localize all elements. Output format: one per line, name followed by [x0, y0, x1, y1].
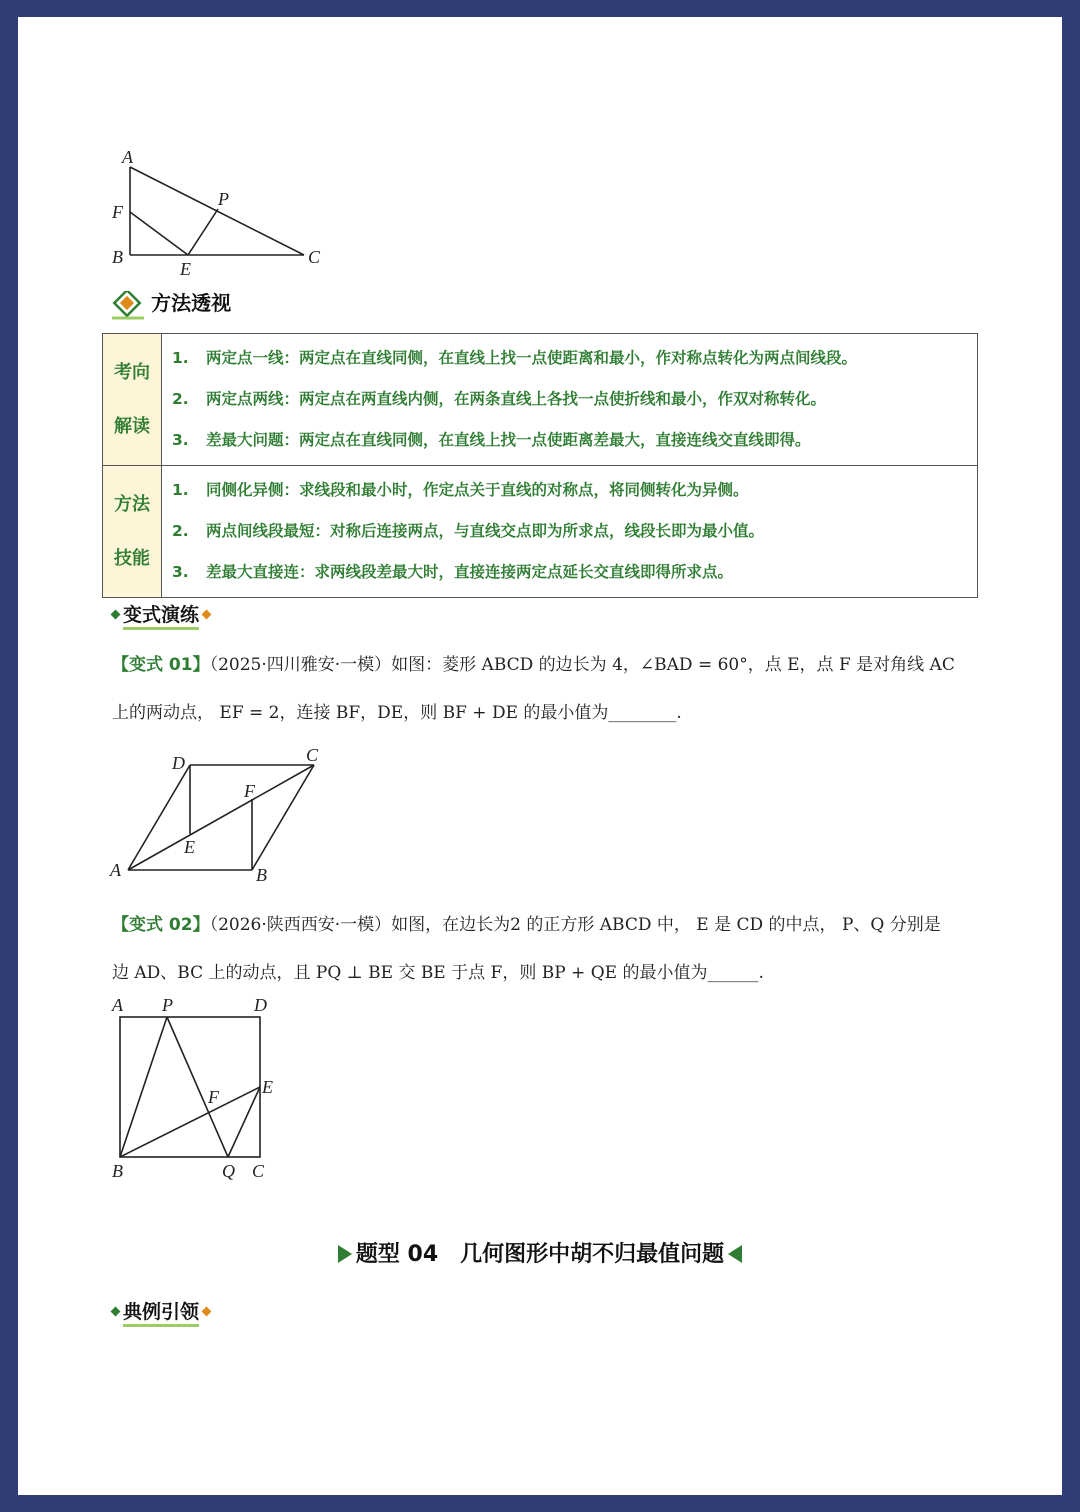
label-C: C [306, 745, 319, 765]
label-B: B [256, 865, 267, 885]
label-P: P [162, 995, 173, 1015]
method-heading [110, 287, 231, 321]
list-item: 2. 两点间线段最短：对称后连接两点，与直线交点即为所求点，线段长即为最小值。 [172, 522, 765, 540]
method-title: 方法透视 [151, 291, 232, 315]
row-label: 考向 解读 [103, 334, 162, 466]
figure-triangle [108, 147, 348, 287]
variant-02: 【变式 02】（2026·陕西西安·一模）如图，在边长为2 的正方形 ABCD 中， E 是 CD 的中点， P、Q 分别是 边 AD、BC 上的动点，且 PQ ⊥ BE 交 BE 于点 F，则 BP + QE 的最小值为______. [112, 915, 941, 983]
list-item: 1. 同侧化异侧：求线段和最小时，作定点关于直线的对称点，将同侧转化为异侧。 [172, 481, 749, 499]
orange-diamond-icon [202, 609, 212, 619]
list-item: 3. 差最大直接连：求两线段差最大时，直接连接两定点延长交直线即得所求点。 [172, 563, 734, 581]
label-D: D [172, 753, 185, 773]
label-E: E [184, 837, 195, 857]
topic-title: 题型 04 几何图形中胡不归最值问题 [18, 1237, 1062, 1268]
document-page [18, 17, 1062, 1495]
list-item: 3. 差最大问题：两定点在直线同侧，在直线上找一点使距离差最大，直接连线交直线即得。 [172, 431, 811, 449]
label-Q: Q [222, 1161, 235, 1181]
label-A: A [122, 147, 133, 167]
variant-tag: 【变式 02】 [112, 915, 210, 935]
green-diamond-icon [111, 609, 121, 619]
method-table [102, 333, 978, 598]
orange-diamond-icon [202, 1306, 212, 1316]
label-B: B [112, 1161, 123, 1181]
label-B: B [112, 247, 123, 267]
label-P: P [218, 189, 229, 209]
label-E: E [262, 1077, 273, 1097]
arrow-left-icon [728, 1245, 742, 1263]
figure-square [106, 993, 306, 1183]
row-content [162, 466, 978, 598]
example-heading: 典例引领 [110, 1297, 212, 1324]
label-C: C [252, 1161, 265, 1181]
variant-tag: 【变式 01】 [112, 655, 210, 675]
label-F: F [112, 202, 123, 222]
label-A: A [112, 995, 123, 1015]
label-F: F [244, 781, 255, 801]
diamond-badge-icon [110, 291, 146, 321]
list-item: 1. 两定点一线：两定点在直线同侧，在直线上找一点使距离和最小，作对称点转化为两点间线段。 [172, 349, 858, 367]
figure-rhombus [106, 745, 336, 885]
row-label: 方法 技能 [103, 466, 162, 598]
label-C: C [308, 247, 321, 267]
variant-01: 【变式 01】（2025·四川雅安·一模）如图：菱形 ABCD 的边长为 4，∠BAD = 60°，点 E，点 F 是对角线 AC 上的两动点， EF = 2，连接 BF，DE，则 BF + DE 的最小值为________. [112, 655, 955, 723]
arrow-right-icon [338, 1245, 352, 1263]
list-item: 2. 两定点两线：两定点在两直线内侧，在两条直线上各找一点使折线和最小，作双对称转化。 [172, 390, 827, 408]
method-row-2 [103, 466, 978, 598]
variant-heading: 变式演练 [110, 600, 212, 627]
green-diamond-icon [111, 1306, 121, 1316]
method-row-1 [103, 334, 978, 466]
label-A: A [110, 860, 121, 880]
label-E: E [180, 259, 191, 279]
label-D: D [254, 995, 267, 1015]
label-F: F [208, 1087, 219, 1107]
row-content [162, 334, 978, 466]
